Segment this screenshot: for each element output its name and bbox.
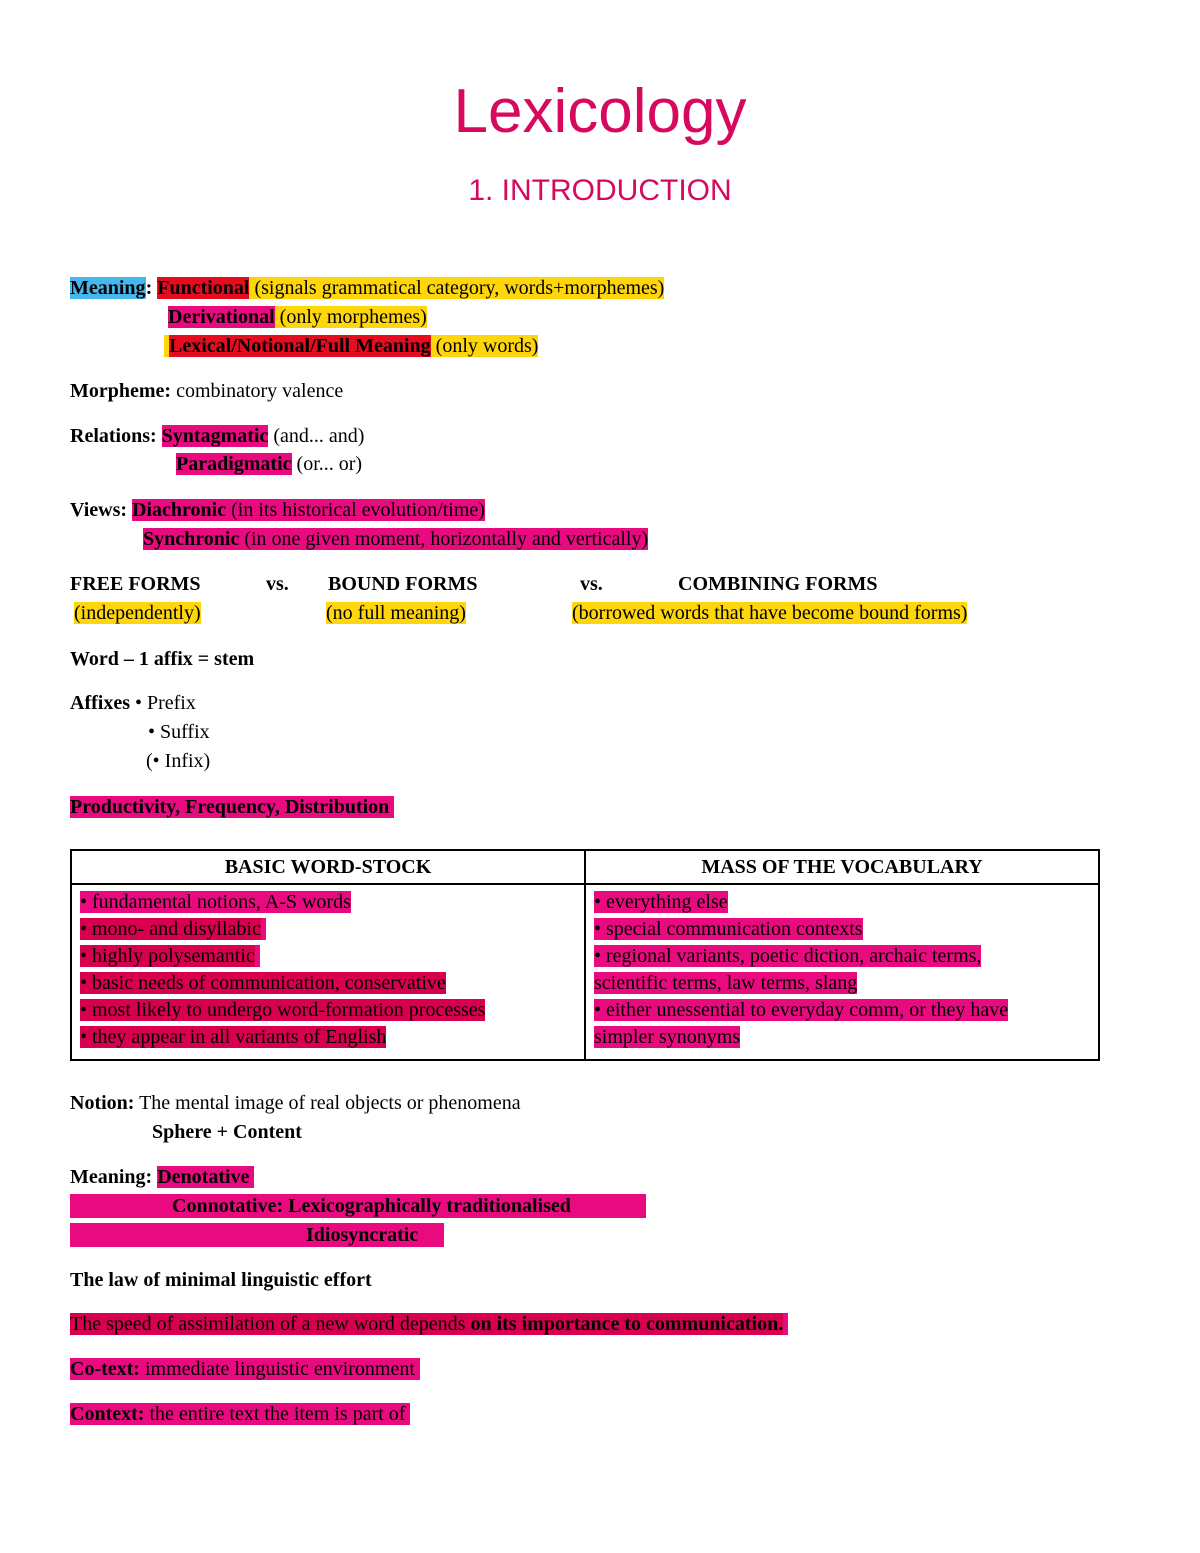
affix-infix: (• Infix)	[146, 750, 211, 772]
list-item	[594, 970, 1090, 997]
list-item	[594, 889, 1090, 916]
morpheme-text: combinatory valence	[171, 380, 344, 402]
connotative-term: Connotative: Lexicographically traditionalised	[172, 1195, 571, 1217]
list-item	[80, 970, 576, 997]
sphere-content: Sphere + Content	[152, 1121, 302, 1143]
free-forms-heading: FREE FORMS	[70, 573, 201, 595]
relations-line	[70, 424, 364, 448]
free-forms-note-text: (independently)	[74, 602, 201, 624]
basic-item-text: • mono- and disyllabic	[80, 918, 261, 940]
mass-item-text: • special communication contexts	[594, 918, 863, 940]
basic-item-text: • most likely to undergo word-formation processes	[80, 999, 486, 1021]
list-item	[594, 916, 1090, 943]
diachronic-term: Diachronic	[132, 499, 227, 521]
context-label: Context:	[70, 1403, 145, 1425]
list-item	[594, 943, 1090, 970]
list-item	[594, 997, 1090, 1024]
derivational-note: (only morphemes)	[274, 306, 427, 328]
productivity-text: Productivity, Frequency, Distribution	[70, 796, 390, 818]
bound-forms-note-text: (no full meaning)	[326, 602, 466, 624]
page-title: Lexicology	[453, 77, 747, 146]
notion-text: The mental image of real objects or phenomena	[134, 1092, 521, 1114]
combining-forms-note	[572, 601, 967, 625]
diachronic-note: (in its historical evolution/time)	[226, 499, 485, 521]
meaning-derivational-line	[168, 305, 427, 329]
list-item	[594, 1024, 1090, 1051]
meaning2-label: Meaning:	[70, 1166, 153, 1188]
productivity-line	[70, 795, 394, 819]
mass-item-text: scientific terms, law terms, slang	[594, 972, 858, 994]
context-text: the entire text the item is part of	[144, 1403, 406, 1425]
syntagmatic-note: (and... and)	[268, 425, 365, 447]
table-header-basic: BASIC WORD-STOCK	[71, 850, 585, 884]
mass-item-text: • regional variants, poetic diction, archaic terms,	[594, 945, 982, 967]
law-heading: The law of minimal linguistic effort	[70, 1269, 372, 1291]
notion-line	[70, 1091, 521, 1115]
synchronic-line	[143, 527, 648, 551]
syntagmatic-term: Syntagmatic	[161, 425, 269, 447]
derivational-term: Derivational	[168, 306, 275, 328]
bound-forms-heading: BOUND FORMS	[328, 573, 478, 595]
cotext-text: immediate linguistic environment	[139, 1358, 415, 1380]
functional-term: Functional	[157, 277, 250, 299]
relations-label: Relations:	[70, 425, 157, 447]
mass-item-text: • everything else	[594, 891, 728, 913]
list-item	[80, 889, 576, 916]
list-item	[80, 943, 576, 970]
affix-suffix: • Suffix	[148, 721, 210, 743]
idiosyncratic-term: Idiosyncratic	[306, 1224, 419, 1246]
meaning-label: Meaning	[70, 277, 146, 299]
speed-line	[70, 1312, 788, 1336]
basic-item-text: • fundamental notions, A-S words	[80, 891, 351, 913]
meaning-functional-line	[70, 276, 664, 300]
basic-item-text: • they appear in all variants of English	[80, 1026, 387, 1048]
paradigmatic-term: Paradigmatic	[176, 453, 292, 475]
mass-item-text: simpler synonyms	[594, 1026, 741, 1048]
speed-bold: on its importance to communication.	[470, 1313, 784, 1335]
views-label: Views:	[70, 499, 128, 521]
affixes-line	[70, 691, 196, 715]
affixes-label: Affixes	[70, 692, 130, 714]
cotext-line	[70, 1357, 420, 1381]
free-forms-note	[74, 601, 201, 625]
list-item	[80, 916, 576, 943]
vs-label-2: vs.	[580, 573, 603, 595]
mass-item-text: • either unessential to everyday comm, or they have	[594, 999, 1009, 1021]
lexical-note: (only words)	[430, 335, 539, 357]
meaning-lexical-line	[164, 334, 538, 358]
cotext-label: Co-text:	[70, 1358, 140, 1380]
notion-label: Notion:	[70, 1092, 135, 1114]
morpheme-line	[70, 379, 343, 403]
paradigmatic-note: (or... or)	[291, 453, 363, 475]
bound-forms-note	[326, 601, 466, 625]
morpheme-label: Morpheme:	[70, 380, 172, 402]
basic-word-stock-cell	[71, 884, 585, 1060]
word-stem-rule: Word – 1 affix = stem	[70, 648, 255, 670]
list-item	[80, 997, 576, 1024]
table-header-mass: MASS OF THE VOCABULARY	[585, 850, 1099, 884]
table-header-row	[71, 850, 1099, 884]
paradigmatic-line	[176, 452, 362, 476]
combining-forms-heading: COMBINING FORMS	[678, 573, 878, 595]
vocabulary-table	[70, 849, 1100, 1061]
denotative-term: Denotative	[157, 1166, 250, 1188]
meaning-denotative-line	[70, 1165, 254, 1189]
section-heading: 1. INTRODUCTION	[468, 174, 732, 207]
functional-note: (signals grammatical category, words+morphemes)	[249, 277, 665, 299]
context-line	[70, 1402, 410, 1426]
synchronic-term: Synchronic	[143, 528, 240, 550]
vs-label-1: vs.	[266, 573, 289, 595]
combining-forms-note-text: (borrowed words that have become bound forms)	[572, 602, 968, 624]
mass-vocabulary-cell	[585, 884, 1099, 1060]
basic-item-text: • basic needs of communication, conservative	[80, 972, 446, 994]
meaning-colon: :	[145, 277, 153, 299]
views-line	[70, 498, 485, 522]
list-item	[80, 1024, 576, 1051]
basic-item-text: • highly polysemantic	[80, 945, 255, 967]
synchronic-note: (in one given moment, horizontally and vertically)	[239, 528, 649, 550]
affix-prefix: • Prefix	[129, 692, 196, 714]
table-body-row	[71, 884, 1099, 1060]
speed-text: The speed of assimilation of a new word depends	[70, 1313, 471, 1335]
lexical-term: Lexical/Notional/Full Meaning	[169, 335, 431, 357]
